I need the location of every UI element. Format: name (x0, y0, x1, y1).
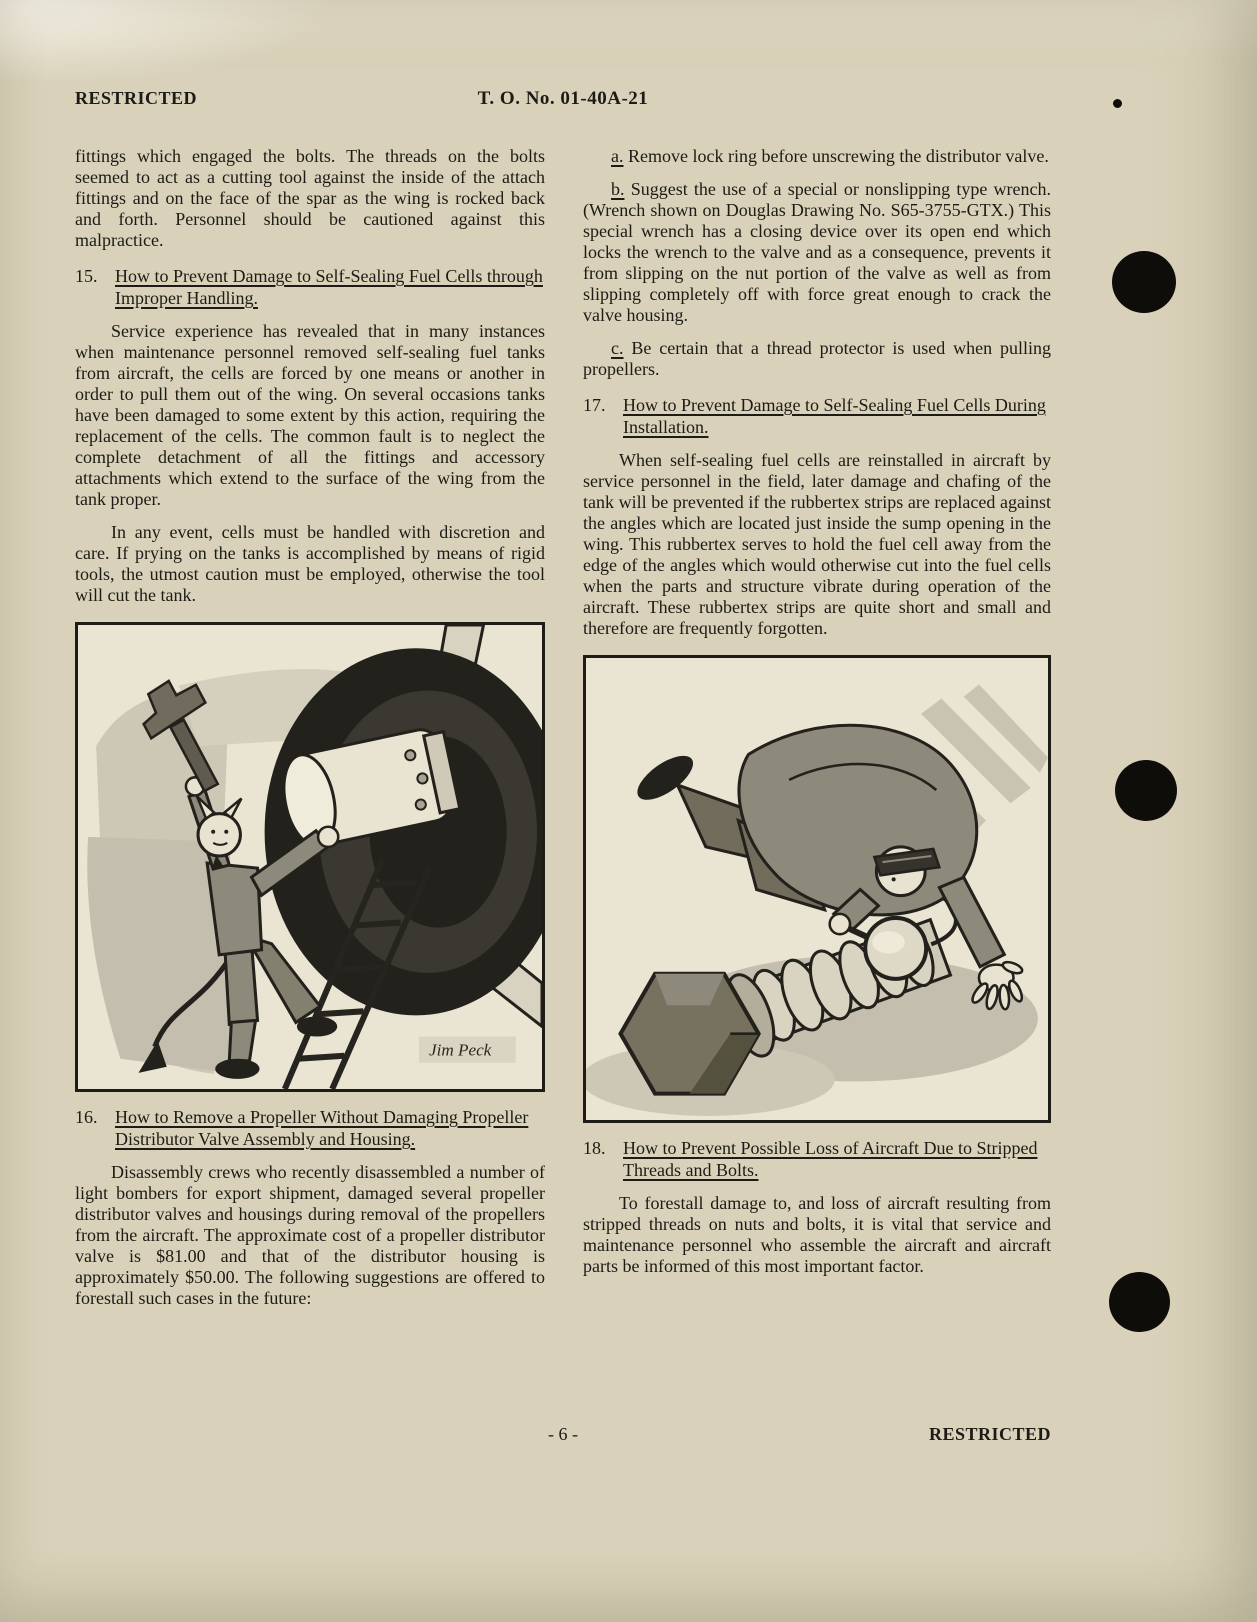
section-15-heading (75, 265, 545, 309)
section-15-paragraph-2: In any event, cells must be handled with discretion and care. If prying on the tanks is accomplished by means of rigid tools, the utmost caution must be employed, otherwise the tool will cut the tank. (75, 522, 545, 605)
punch-hole (1115, 760, 1177, 821)
section-number: 18. (583, 1138, 606, 1158)
item-letter: a. (611, 146, 624, 166)
two-column-body (75, 146, 1051, 1321)
section-number: 17. (583, 395, 606, 415)
suggestion-item-b (583, 179, 1051, 326)
section-title: How to Prevent Damage to Self-Sealing Fuel Cells through Improper Handling. (115, 266, 543, 308)
section-title: How to Remove a Propeller Without Damaging Propeller Distributor Valve Assembly and Housing. (115, 1107, 529, 1149)
page-number: - 6 - (548, 1424, 578, 1444)
punch-hole (1112, 251, 1176, 313)
right-column (583, 146, 1051, 1321)
section-17-paragraph-1: When self-sealing fuel cells are reinstalled in aircraft by service personnel in the field, later damage and chafing of the tank will be prevented if the rubbertex strips are replaced against the angles which are located just inside the sump opening in the wing. This rubbertex serves to hold the fuel cell away from the edge of the angles which would otherwise cut into the fuel cells when the parts and structure vibrate during operation of the aircraft. These rubbertex strips are quite short and small and therefore are frequently forgotten. (583, 450, 1051, 638)
section-number: 16. (75, 1107, 98, 1127)
section-18-paragraph-1: To forestall damage to, and loss of aircraft resulting from stripped threads on nuts and bolts, it is vital that service and maintenance personnel who assemble the aircraft and aircraft parts be informed of this most important factor. (583, 1193, 1051, 1276)
artist-signature: Jim Peck (429, 1040, 492, 1060)
section-16-paragraph-1: Disassembly crews who recently disassembled a number of light bombers for export shipment, damaged several propeller distributor valves and housings during removal of the propellers from the aircraft. The approximate cost of a propeller distributor valve is $81.00 and that of the distributor housing is approximately $50.00. The following suggestions are offered to forestall such cases in the future: (75, 1162, 545, 1308)
continuation-paragraph: fittings which engaged the bolts. The threads on the bolts seemed to act as a cutting tool against the inside of the attach fittings and on the face of the spar as the wing is rocked back and forth. Personnel should be cautioned against this malpractice. (75, 146, 545, 250)
bolt-inspection-illustration (586, 658, 1048, 1120)
suggestion-item-c (583, 338, 1051, 380)
section-title: How to Prevent Damage to Self-Sealing Fuel Cells During Installation. (623, 395, 1046, 437)
document-number: T. O. No. 01-40A-21 (477, 88, 649, 109)
suggestion-item-a (583, 146, 1051, 167)
section-title: How to Prevent Possible Loss of Aircraft Due to Stripped Threads and Bolts. (623, 1138, 1038, 1180)
section-15-paragraph-1: Service experience has revealed that in many instances when maintenance personnel removed self-sealing fuel tanks from aircraft, the cells are forced by one means or another in order to pull them out of the wing. On several occasions tanks have been damaged to some extent by this action, requiring the replacement of the cells. The common fault is to neglect the complete detachment of all the fittings and accessory attachments which extend to the surface of the wing from the tank proper. (75, 321, 545, 509)
item-text: Be certain that a thread protector is used when pulling propellers. (583, 338, 1052, 379)
figure-bolt-inspection (583, 655, 1051, 1123)
punch-hole (1109, 1272, 1170, 1332)
item-letter: b. (611, 179, 625, 199)
restricted-stamp-left: RESTRICTED (75, 88, 198, 108)
section-18-heading (583, 1137, 1051, 1181)
left-column (75, 146, 545, 1321)
devil-head (198, 814, 240, 856)
ink-dot (1113, 99, 1122, 108)
figure-devil-mechanic (75, 622, 545, 1092)
page-footer (75, 1424, 1051, 1450)
section-17-heading (583, 394, 1051, 438)
section-number: 15. (75, 266, 98, 286)
item-text: Suggest the use of a special or nonslipping type wrench. (Wrench shown on Douglas Drawing No. S65-3755-GTX.) This special wrench has a closing device over its open end which locks the wrench to the valve and as a consequence, prevents it from slipping on the nut portion of the valve as well as from slipping completely off with force great enough to crack the valve housing. (583, 179, 1052, 325)
page-header (75, 88, 1051, 114)
section-16-heading (75, 1106, 545, 1150)
item-letter: c. (611, 338, 624, 358)
devil-mechanic-illustration (78, 625, 542, 1089)
restricted-stamp-right: RESTRICTED (928, 1424, 1051, 1444)
item-text: Remove lock ring before unscrewing the distributor valve. (628, 146, 1049, 166)
